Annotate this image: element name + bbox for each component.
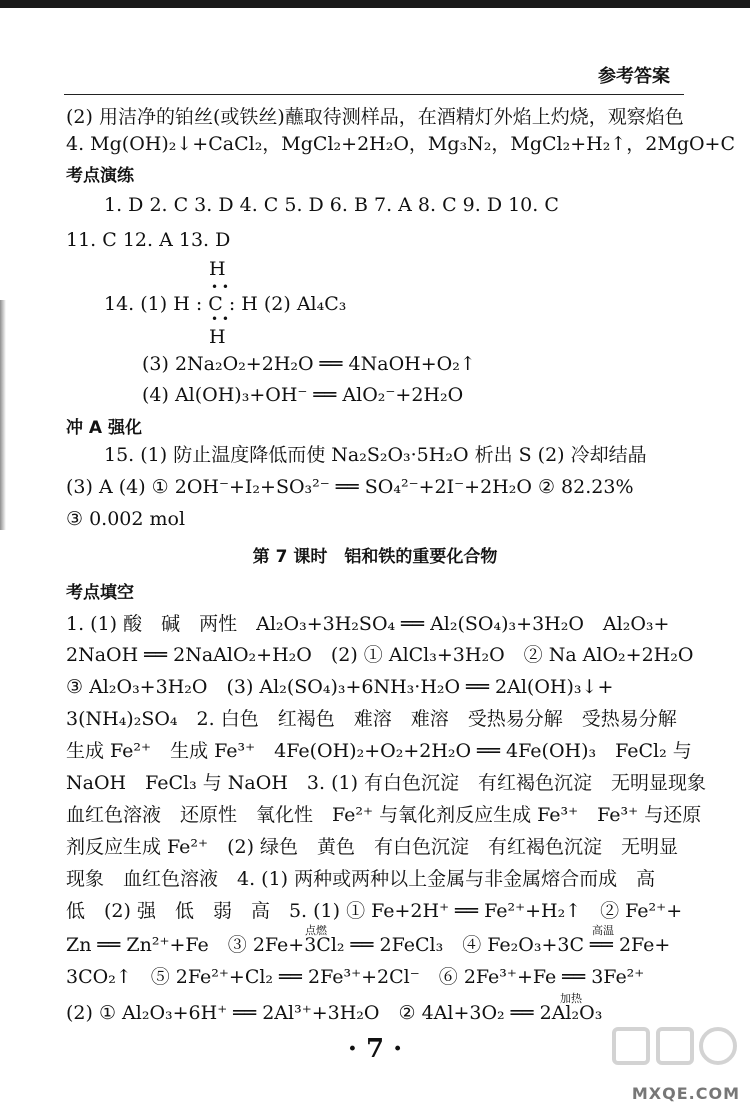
- text-line: 2NaOH ══ 2NaAlO₂+H₂O (2) ① AlCl₃+3H₂O ② Na AlO₂+2H₂O: [66, 644, 694, 666]
- reaction-condition: 点燃: [305, 924, 327, 937]
- lewis-dots-bottom: • •: [211, 312, 229, 326]
- text-line: ③ Al₂O₃+3H₂O (3) Al₂(SO₄)₃+6NH₃·H₂O ══ 2Al(OH)₃↓+: [66, 676, 614, 698]
- answer-line: ③ 0.002 mol: [66, 508, 186, 530]
- text-line: 4. Mg(OH)₂↓+CaCl₂，MgCl₂+2H₂O，Mg₃N₂，MgCl₂+H₂↑，2MgO+C: [66, 133, 736, 155]
- answer-line: 1. D 2. C 3. D 4. C 5. D 6. B 7. A 8. C 9. D 10. C: [104, 194, 559, 216]
- answer-line: (3) A (4) ① 2OH⁻+I₂+SO₃²⁻ ══ SO₄²⁻+2I⁻+2H₂O ② 82.23%: [66, 476, 634, 498]
- text-line: (2) 用洁净的铂丝(或铁丝)蘸取待测样品，在酒精灯外焰上灼烧，观察焰色: [66, 106, 684, 128]
- page-number: · 7 ·: [347, 1034, 403, 1064]
- text-line: 低 (2) 强 低 弱 高 5. (1) ① Fe+2H⁺ ══ Fe²⁺+H₂↑ ② Fe²⁺+: [66, 900, 683, 922]
- text-line: 1. (1) 酸 碱 两性 Al₂O₃+3H₂SO₄ ══ Al₂(SO₄)₃+3H₂O Al₂O₃+: [66, 613, 670, 635]
- section-heading: 考点填空: [66, 583, 134, 603]
- section-heading: 冲 A 强化: [66, 418, 142, 438]
- text-line: 3(NH₄)₂SO₄ 2. 白色 红褐色 难溶 难溶 受热易分解 受热易分解: [66, 708, 677, 730]
- scan-shadow: [0, 300, 6, 530]
- top-border: [0, 0, 750, 8]
- text-line: (2) ① Al₂O₃+6H⁺ ══ 2Al³⁺+3H₂O ② 4Al+3O₂ ══ 2Al₂O₃: [66, 1002, 603, 1024]
- text-line: 现象 血红色溶液 4. (1) 两种或两种以上金属与非金属熔合而成 高: [66, 868, 656, 890]
- page-header: 参考答案: [598, 66, 670, 87]
- reaction-condition: 加热: [560, 992, 582, 1005]
- section-heading: 考点演练: [66, 166, 134, 186]
- text-line: 血红色溶液 还原性 氧化性 Fe²⁺ 与氧化剂反应生成 Fe³⁺ Fe³⁺ 与还原: [66, 804, 702, 826]
- lewis-h-top: H: [209, 258, 226, 280]
- lesson-title: 第 7 课时 铝和铁的重要化合物: [252, 547, 498, 567]
- text-line: NaOH FeCl₃ 与 NaOH 3. (1) 有白色沉淀 有红褐色沉淀 无明显现象: [66, 772, 707, 794]
- lewis-h-bottom: H: [209, 326, 226, 348]
- equation-line: (4) Al(OH)₃+OH⁻ ══ AlO₂⁻+2H₂O: [142, 384, 464, 406]
- text-line: 剂反应生成 Fe²⁺ (2) 绿色 黄色 有白色沉淀 有红褐色沉淀 无明显: [66, 836, 679, 858]
- answer-line: 14. (1) H : C : H (2) Al₄C₃: [104, 293, 347, 315]
- watermark-text: MXQE.COM: [631, 1084, 740, 1103]
- text-line: 3CO₂↑ ⑤ 2Fe²⁺+Cl₂ ══ 2Fe³⁺+2Cl⁻ ⑥ 2Fe³⁺+Fe ══ 3Fe²⁺: [66, 966, 645, 988]
- answer-line: 15. (1) 防止温度降低而使 Na₂S₂O₃·5H₂O 析出 S (2) 冷却结晶: [104, 444, 647, 466]
- reaction-condition: 高温: [592, 924, 614, 937]
- text-line: 生成 Fe²⁺ 生成 Fe³⁺ 4Fe(OH)₂+O₂+2H₂O ══ 4Fe(OH)₃ FeCl₂ 与: [66, 740, 692, 762]
- equation-line: (3) 2Na₂O₂+2H₂O ══ 4NaOH+O₂↑: [142, 353, 476, 375]
- lewis-dots-top: • •: [211, 280, 229, 294]
- text-line: Zn ══ Zn²⁺+Fe ③ 2Fe+3Cl₂ ══ 2FeCl₃ ④ Fe₂O₃+3C ══ 2Fe+: [66, 934, 671, 956]
- header-rule: [64, 94, 684, 95]
- answer-line: 11. C 12. A 13. D: [66, 229, 231, 251]
